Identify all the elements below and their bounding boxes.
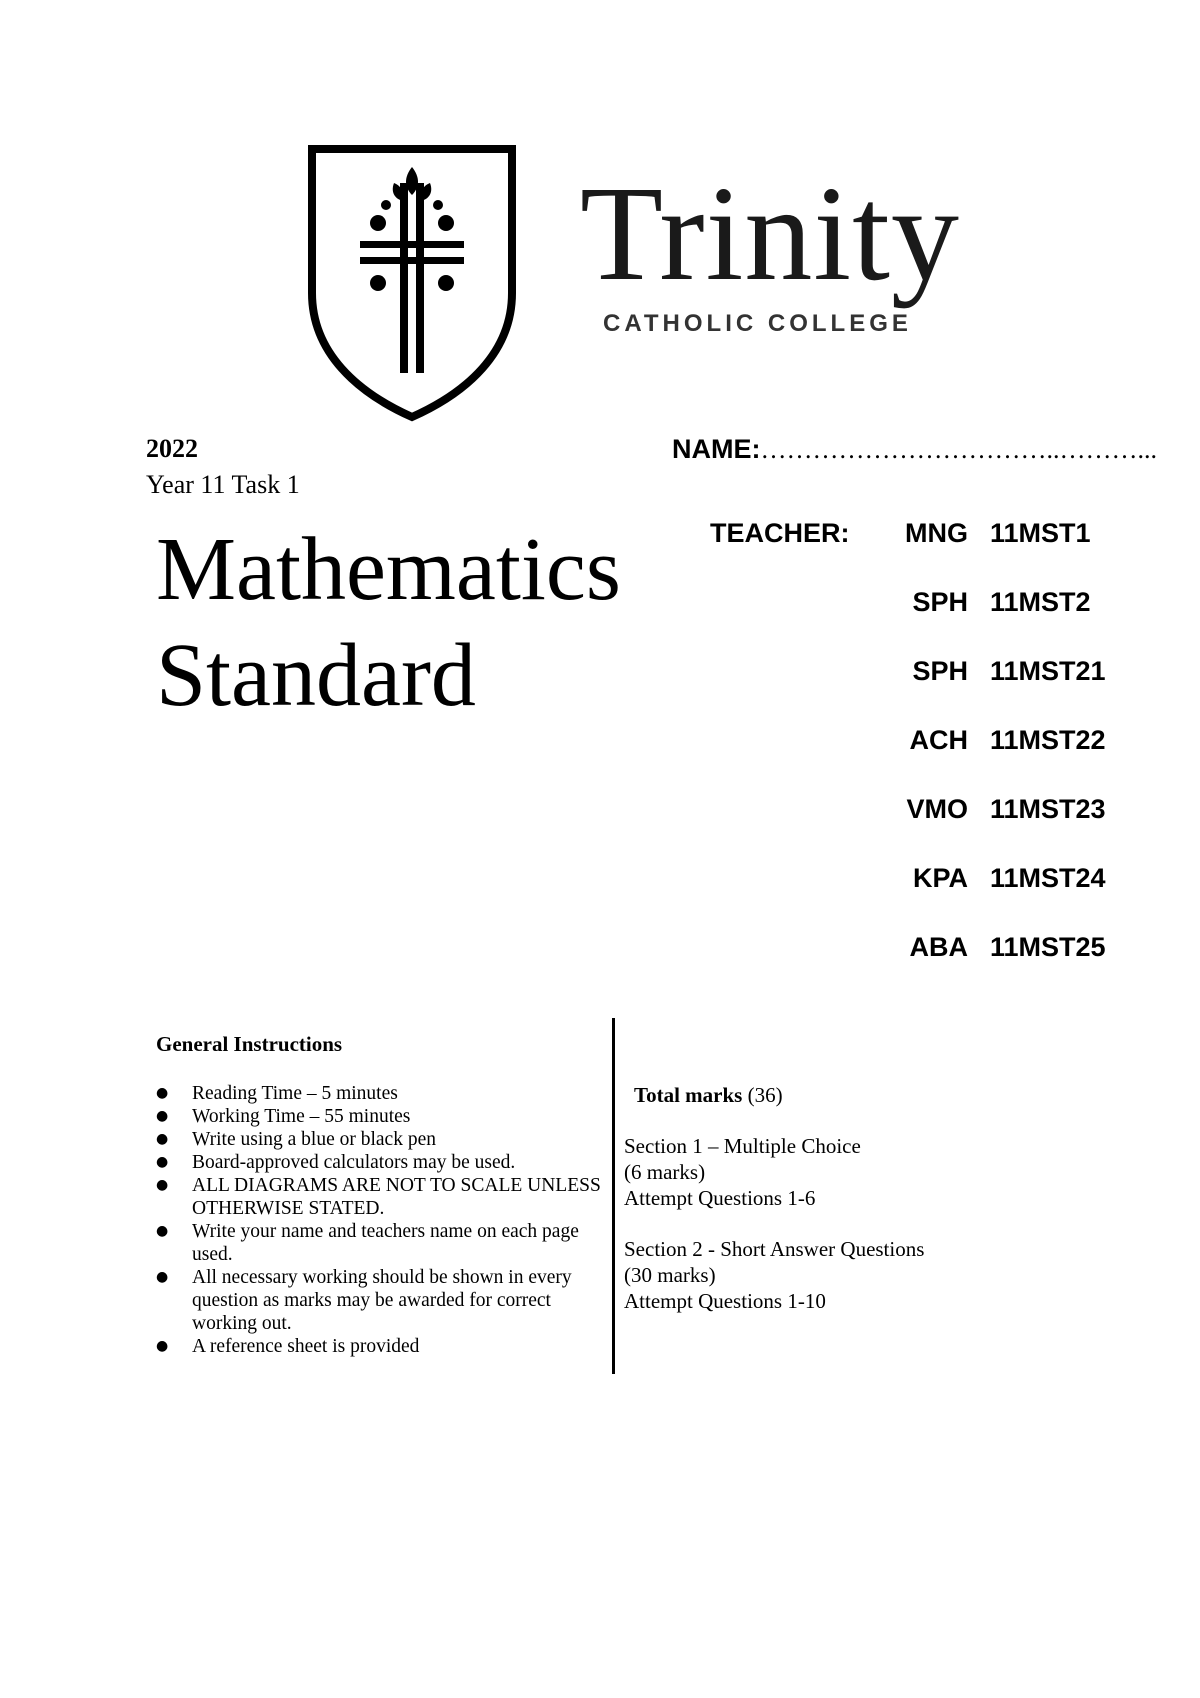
list-item: ● All necessary working should be shown in every question as marks may be awarded for correct working out. xyxy=(156,1266,606,1335)
teacher-row xyxy=(880,518,1180,558)
general-instructions-heading: General Instructions xyxy=(156,1032,343,1056)
class-code: 11MST2 xyxy=(990,587,1091,617)
section-1-title: Section 1 – Multiple Choice xyxy=(624,1134,861,1158)
list-item: ● Write using a blue or black pen xyxy=(156,1128,606,1151)
list-item: ● Working Time – 55 minutes xyxy=(156,1105,606,1128)
exam-task: Year 11 Task 1 xyxy=(146,470,300,499)
list-item: ● A reference sheet is provided xyxy=(156,1335,606,1358)
teacher-row xyxy=(880,725,1180,765)
name-blank-dots: ……………………………..………... xyxy=(760,435,1157,464)
section-1-info xyxy=(624,1133,861,1211)
teacher-code: KPA xyxy=(912,863,968,893)
exam-year: 2022 xyxy=(146,434,198,463)
list-item: ● Reading Time – 5 minutes xyxy=(156,1082,606,1105)
teacher-row xyxy=(880,932,1180,972)
class-code: 11MST25 xyxy=(990,932,1106,962)
subject-title-line2: Standard xyxy=(156,626,476,725)
teacher-code: MNG xyxy=(905,518,968,548)
teacher-code: ACH xyxy=(909,725,968,755)
section-2-info xyxy=(624,1236,924,1314)
college-wordmark-subtitle: CATHOLIC COLLEGE xyxy=(603,310,912,337)
list-item: ● ALL DIAGRAMS ARE NOT TO SCALE UNLESS OTHERWISE STATED. xyxy=(156,1174,606,1220)
section-2-marks: (30 marks) xyxy=(624,1263,716,1287)
class-code: 11MST24 xyxy=(990,863,1106,893)
list-item: ● Write your name and teachers name on each page used. xyxy=(156,1220,606,1266)
class-code: 11MST23 xyxy=(990,794,1106,824)
teacher-row xyxy=(880,656,1180,696)
student-name-field[interactable] xyxy=(672,434,1157,465)
teacher-row xyxy=(880,863,1180,903)
teacher-label: TEACHER: xyxy=(710,518,850,548)
class-code: 11MST1 xyxy=(990,518,1091,548)
class-code: 11MST22 xyxy=(990,725,1106,755)
list-item: ● Board-approved calculators may be used. xyxy=(156,1151,606,1174)
total-marks xyxy=(634,1083,783,1108)
teacher-code: SPH xyxy=(912,656,968,686)
college-crest-logo xyxy=(306,143,518,423)
teacher-code: ABA xyxy=(909,932,968,962)
column-divider xyxy=(612,1018,615,1374)
section-1-marks: (6 marks) xyxy=(624,1160,706,1184)
section-2-questions: Attempt Questions 1-10 xyxy=(624,1289,826,1313)
teacher-code: VMO xyxy=(906,794,968,824)
total-marks-value: (36) xyxy=(742,1083,783,1107)
subject-title-line1: Mathematics xyxy=(156,520,621,619)
college-wordmark: Trinity xyxy=(580,159,960,309)
name-label: NAME: xyxy=(672,434,761,464)
instructions-list xyxy=(156,1082,606,1358)
section-1-questions: Attempt Questions 1-6 xyxy=(624,1186,816,1210)
teacher-row xyxy=(880,587,1180,627)
teacher-code: SPH xyxy=(912,587,968,617)
total-marks-label: Total marks xyxy=(634,1083,743,1107)
class-code: 11MST21 xyxy=(990,656,1106,686)
teacher-row xyxy=(880,794,1180,834)
section-2-title: Section 2 - Short Answer Questions xyxy=(624,1237,925,1261)
